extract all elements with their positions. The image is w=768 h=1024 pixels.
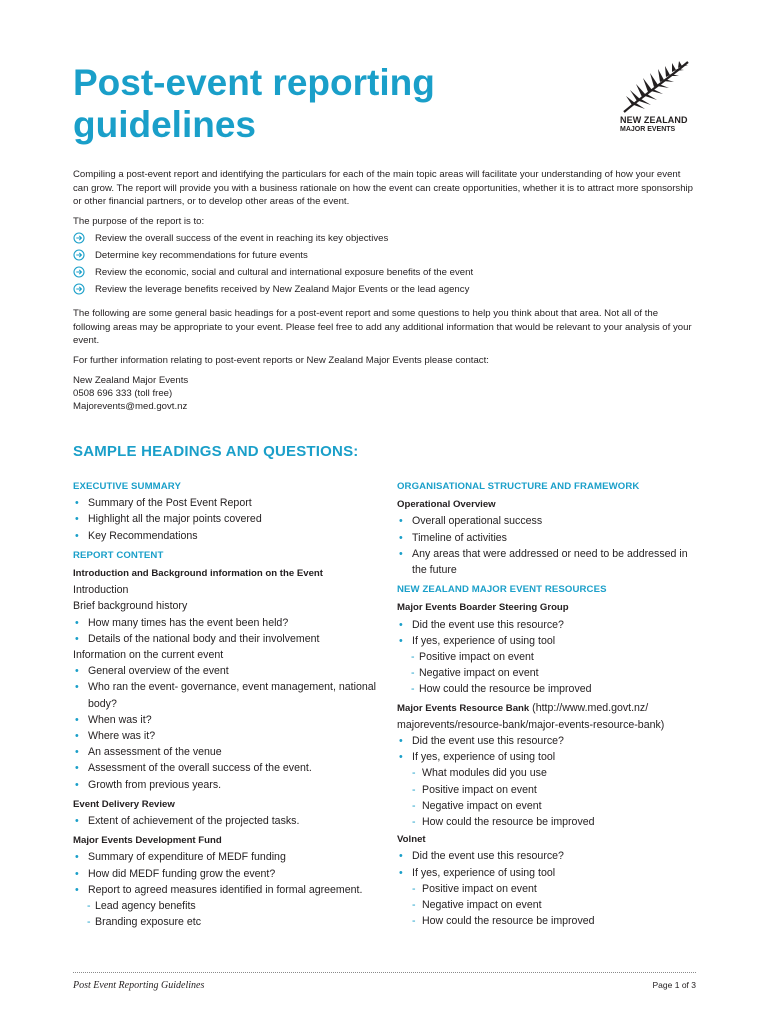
list-item: Review the overall success of the event in reaching its key objectives: [73, 232, 698, 249]
list-item: • Details of the national body and their involvement: [73, 631, 378, 647]
list-item: • Report to agreed measures identified in formal agreement.: [73, 882, 378, 898]
section-heading: SAMPLE HEADINGS AND QUESTIONS:: [73, 443, 359, 460]
intro-paragraph-4: For further information relating to post-event reports or New Zealand Major Events please contact:: [73, 355, 489, 366]
footer-document-title: Post Event Reporting Guidelines: [73, 980, 205, 991]
text-line: Brief background history: [73, 600, 188, 613]
contact-org: New Zealand Major Events: [73, 375, 189, 386]
list-item: • If yes, experience of using tool: [397, 749, 697, 765]
bold-heading-introduction: Introduction and Background information on the Event: [73, 568, 323, 580]
bold-heading-volnet: Volnet: [397, 834, 426, 846]
list-item: • Highlight all the major points covered: [73, 511, 378, 527]
subheading-nz-major-event-resources: NEW ZEALAND MAJOR EVENT RESOURCES: [397, 584, 607, 596]
list-item: • Summary of the Post Event Report: [73, 495, 378, 511]
list-item: • Did the event use this resource?: [397, 848, 697, 864]
text-line: Introduction: [73, 584, 129, 597]
intro-paragraph-1: Compiling a post-event report and identifying the particulars for each of the main topic areas will facilitate your understanding of how your event can grow. The report will provide you with a business rationale on how the event can create opportunities, whether it is to attract more sponsorship or other financial partners, or to develop other areas of the event.: [73, 169, 694, 208]
sub-list-item: - Positive impact on event: [397, 881, 697, 897]
sub-list-item: - Lead agency benefits: [73, 898, 378, 914]
intro-section: [73, 168, 698, 413]
sub-list-item: - How could the resource be improved: [397, 913, 697, 929]
list-item: • When was it?: [73, 712, 378, 728]
bold-heading-delivery-review: Event Delivery Review: [73, 798, 175, 810]
sub-list-item: - Positive impact on event: [397, 649, 697, 665]
sub-list-item: - Negative impact on event: [397, 665, 697, 681]
resource-bank-url-part1: (http://www.med.govt.nz/: [529, 701, 649, 714]
subheading-executive-summary: EXECUTIVE SUMMARY: [73, 481, 181, 492]
subheading-report-content: REPORT CONTENT: [73, 549, 164, 561]
list-item: • Who ran the event- governance, event management, national body?: [73, 679, 378, 711]
sub-list-item: - Negative impact on event: [397, 798, 697, 814]
list-item: • Any areas that were addressed or need to be addressed in the future: [397, 546, 697, 578]
bold-heading-resource-bank: Major Events Resource Bank: [397, 702, 530, 714]
arrow-circle-icon: [73, 283, 85, 295]
list-item: • An assessment of the venue: [73, 744, 378, 760]
sub-list-item: - Negative impact on event: [397, 897, 697, 913]
subheading-organisational-structure: ORGANISATIONAL STRUCTURE AND FRAMEWORK: [397, 481, 640, 492]
list-item: • Did the event use this resource?: [397, 617, 697, 633]
arrow-circle-icon: [73, 232, 85, 244]
list-item: • Extent of achievement of the projected tasks.: [73, 813, 378, 829]
list-item: • Key Recommendations: [73, 528, 378, 544]
list-item: • Where was it?: [73, 728, 378, 744]
list-item: Review the leverage benefits received by New Zealand Major Events or the lead agency: [73, 283, 698, 300]
left-column: [73, 479, 378, 930]
sub-list-item: - What modules did you use: [397, 765, 697, 781]
list-item: • General overview of the event: [73, 663, 378, 679]
arrow-circle-icon: [73, 266, 85, 278]
contact-email: Majorevents@med.govt.nz: [73, 401, 188, 412]
list-item: Determine key recommendations for future events: [73, 249, 698, 266]
bold-heading-steering-group: Major Events Boarder Steering Group: [397, 602, 569, 614]
purpose-list: [73, 232, 698, 300]
contact-block: [73, 374, 698, 413]
list-item: • Did the event use this resource?: [397, 733, 697, 749]
contact-phone: 0508 696 333 (toll free): [73, 388, 173, 399]
arrow-circle-icon: [73, 249, 85, 261]
footer-divider: [73, 972, 696, 973]
footer-page-number: Page 1 of 3: [652, 980, 696, 990]
sub-list-item: - How could the resource be improved: [397, 814, 697, 830]
sub-list-item: - Branding exposure etc: [73, 914, 378, 930]
resource-bank-url-part2: majorevents/resource-bank/major-events-resource-bank): [397, 718, 665, 731]
logo-text-line2: MAJOR EVENTS: [620, 126, 676, 133]
list-item: • How many times has the event been held?: [73, 615, 378, 631]
text-line: Information on the current event: [73, 649, 224, 662]
resource-bank-heading: [397, 700, 697, 717]
list-item: • How did MEDF funding grow the event?: [73, 866, 378, 882]
list-item: • If yes, experience of using tool: [397, 633, 697, 649]
list-item: • Overall operational success: [397, 513, 697, 529]
silver-fern-icon: [620, 58, 696, 114]
nzme-logo: [620, 58, 700, 138]
list-item: Review the economic, social and cultural and international exposure benefits of the event: [73, 266, 698, 283]
sub-list-item: - Positive impact on event: [397, 782, 697, 798]
bold-heading-operational-overview: Operational Overview: [397, 499, 496, 511]
list-item: • Summary of expenditure of MEDF funding: [73, 849, 378, 865]
purpose-lead: The purpose of the report is to:: [73, 216, 205, 227]
sub-list-item: - How could the resource be improved: [397, 681, 697, 697]
page-title: Post-event reporting guidelines: [73, 62, 435, 145]
right-column: [397, 479, 697, 929]
list-item: • Timeline of activities: [397, 530, 697, 546]
list-item: • Growth from previous years.: [73, 777, 378, 793]
list-item: • If yes, experience of using tool: [397, 865, 697, 881]
bold-heading-medf: Major Events Development Fund: [73, 835, 222, 847]
intro-paragraph-3: The following are some general basic headings for a post-event report and some questions to help you think about that area. Not all of the following areas may be appropriate to your event. Please feel free to add any additional information that would be relevant to your analysis of your event.: [73, 308, 692, 347]
list-item: • Assessment of the overall success of the event.: [73, 760, 378, 776]
logo-text-line1: NEW ZEALAND: [620, 115, 688, 125]
